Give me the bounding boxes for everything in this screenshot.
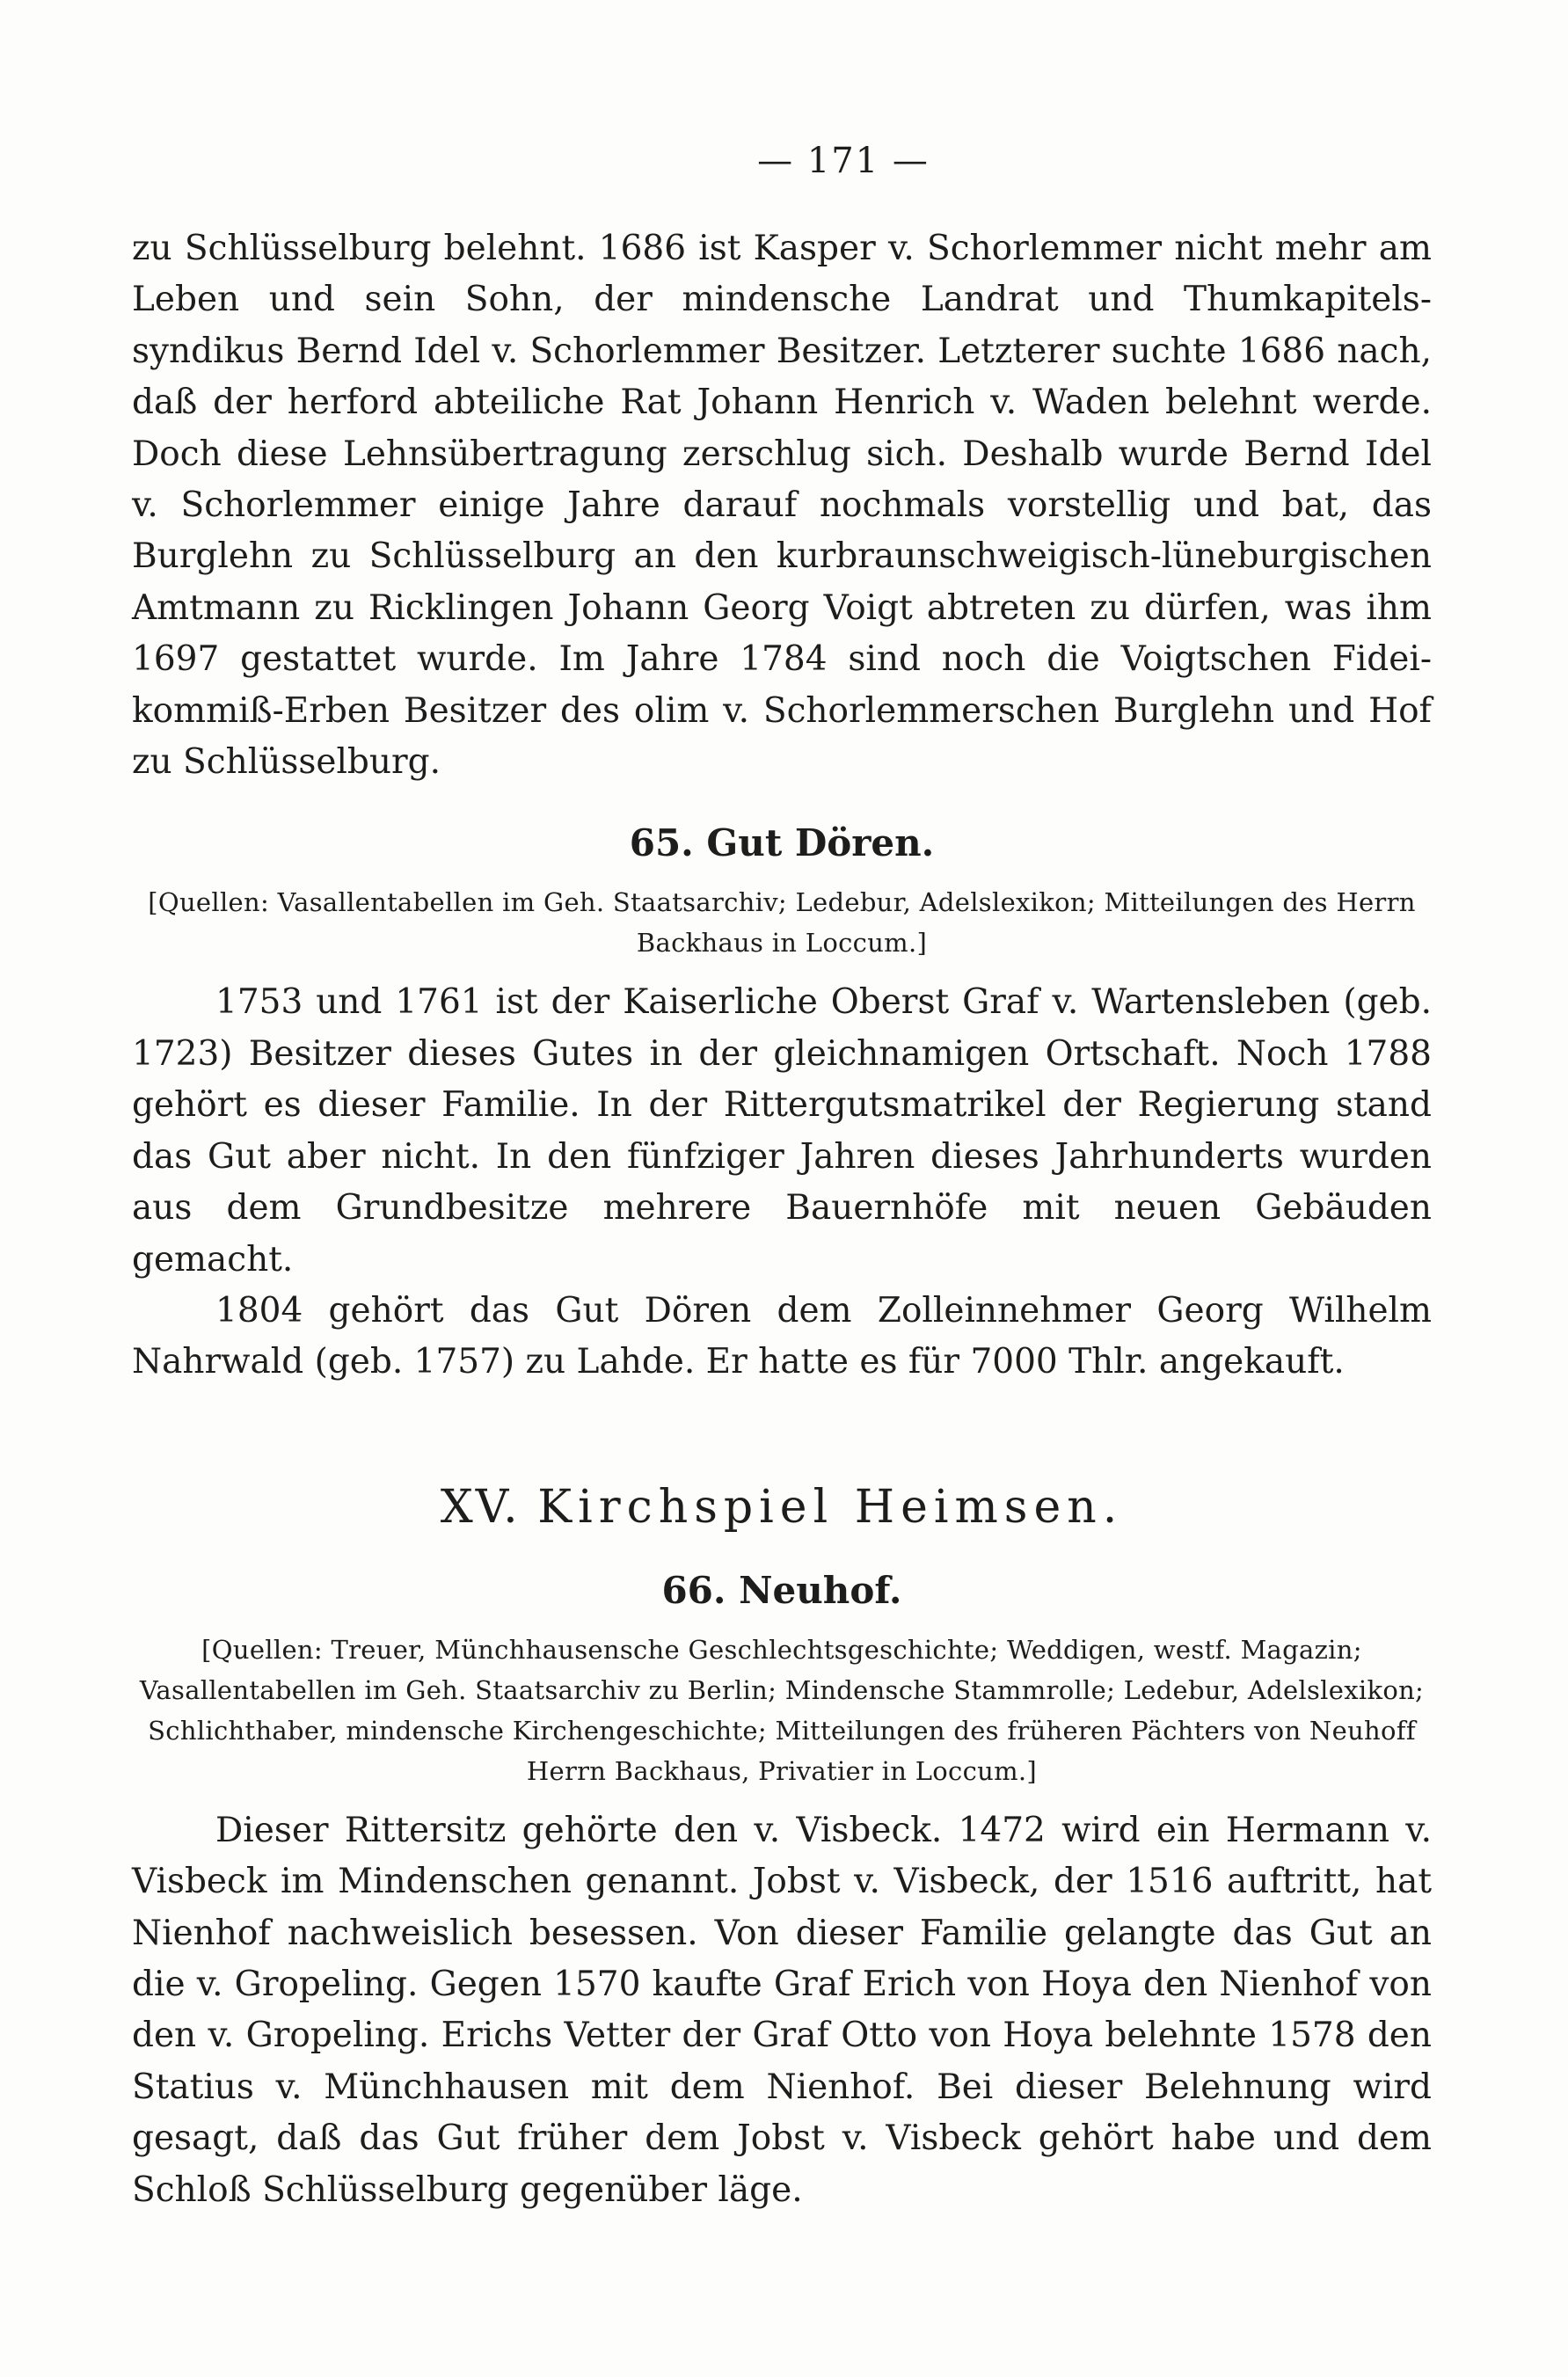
section-65-heading: 65. Gut Dören. <box>629 821 935 865</box>
chapter-title: Kirchspiel Heimsen. <box>537 1480 1124 1534</box>
page-number: — 171 — <box>757 141 930 181</box>
section-65-sources: [Quellen: Vasallentabellen im Geh. Staatsarchiv; Ledebur, Adelslexikon; Mitteilungen des Herrn Backhaus in Loccum.] <box>148 887 1416 959</box>
chapter-heading <box>132 1481 1432 1534</box>
section-65-paragraph-1: 1753 und 1761 ist der Kaiserliche Oberst Graf v. Wartensleben (geb. 1723) Besitzer dieses Gutes in der gleichnamigen Ortschaft. Noch 1788 gehört es dieser Familie. In der Rittergutsmatrikel der Regierung stand das Gut aber nicht. In den fünfziger Jahren dieses Jahrhunderts wurden aus dem Grundbesitze mehrere Bauernhöfe mit neuen Gebäuden gemacht. <box>132 982 1432 1280</box>
chapter-numeral: XV. <box>440 1480 521 1534</box>
section-66-paragraph-1: Dieser Rittersitz gehörte den v. Visbeck. 1472 wird ein Hermann v. Visbeck im Mindenschen genannt. Jobst v. Visbeck, der 1516 auftritt, hat Nienhof nachweislich besessen. Von dieser Familie gelangte das Gut an die v. Gropeling. Gegen 1570 kaufte Graf Erich von Hoya den Nienhof von den v. Gropeling. Erichs Vetter der Graf Otto von Hoya belehnte 1578 den Statius v. Münchhausen mit dem Nienhof. Bei dieser Belehnung wird gesagt, daß das Gut früher dem Jobst v. Visbeck gehört habe und dem Schloß Schlüsselburg gegenüber läge. <box>132 1810 1432 2210</box>
intro-paragraph: zu Schlüsselburg belehnt. 1686 ist Kasper v. Schorlemmer nicht mehr am Leben und sein Sohn, der mindensche Landrat und Thumkapitels-syndikus Bernd Idel v. Schorlemmer Besitzer. Letzterer suchte 1686 nach, daß der herford abteiliche Rat Johann Henrich v. Waden belehnt werde. Doch diese Lehnsübertragung zerschlug sich. Deshalb wurde Bernd Idel v. Schorlemmer einige Jahre darauf nochmals vorstellig und bat, das Burglehn zu Schlüsselburg an den kurbraunschweigisch-lüneburgischen Amtmann zu Ricklingen Johann Georg Voigt abtreten zu dürfen, was ihm 1697 gestattet wurde. Im Jahre 1784 sind noch die Voigtschen Fidei-kommiß-Erben Besitzer des olim v. Schorlemmerschen Burglehn und Hof zu Schlüsselburg. <box>132 229 1432 783</box>
section-66-heading: 66. Neuhof. <box>661 1568 902 1612</box>
section-65-paragraph-2: 1804 gehört das Gut Dören dem Zolleinnehmer Georg Wilhelm Nahrwald (geb. 1757) zu Lahde. Er hatte es für 7000 Thlr. angekauft. <box>132 1290 1432 1382</box>
section-66-sources: [Quellen: Treuer, Münchhausensche Geschlechtsgeschichte; Weddigen, westf. Magazin; Vasallentabellen im Geh. Staatsarchiv zu Berlin; Mindensche Stammrolle; Ledebur, Adelslexikon; Schlichthaber, mindensche Kirchengeschichte; Mitteilungen des früheren Pächters von Neuhoff Herrn Backhaus, Privatier in Loccum.] <box>139 1634 1425 1786</box>
